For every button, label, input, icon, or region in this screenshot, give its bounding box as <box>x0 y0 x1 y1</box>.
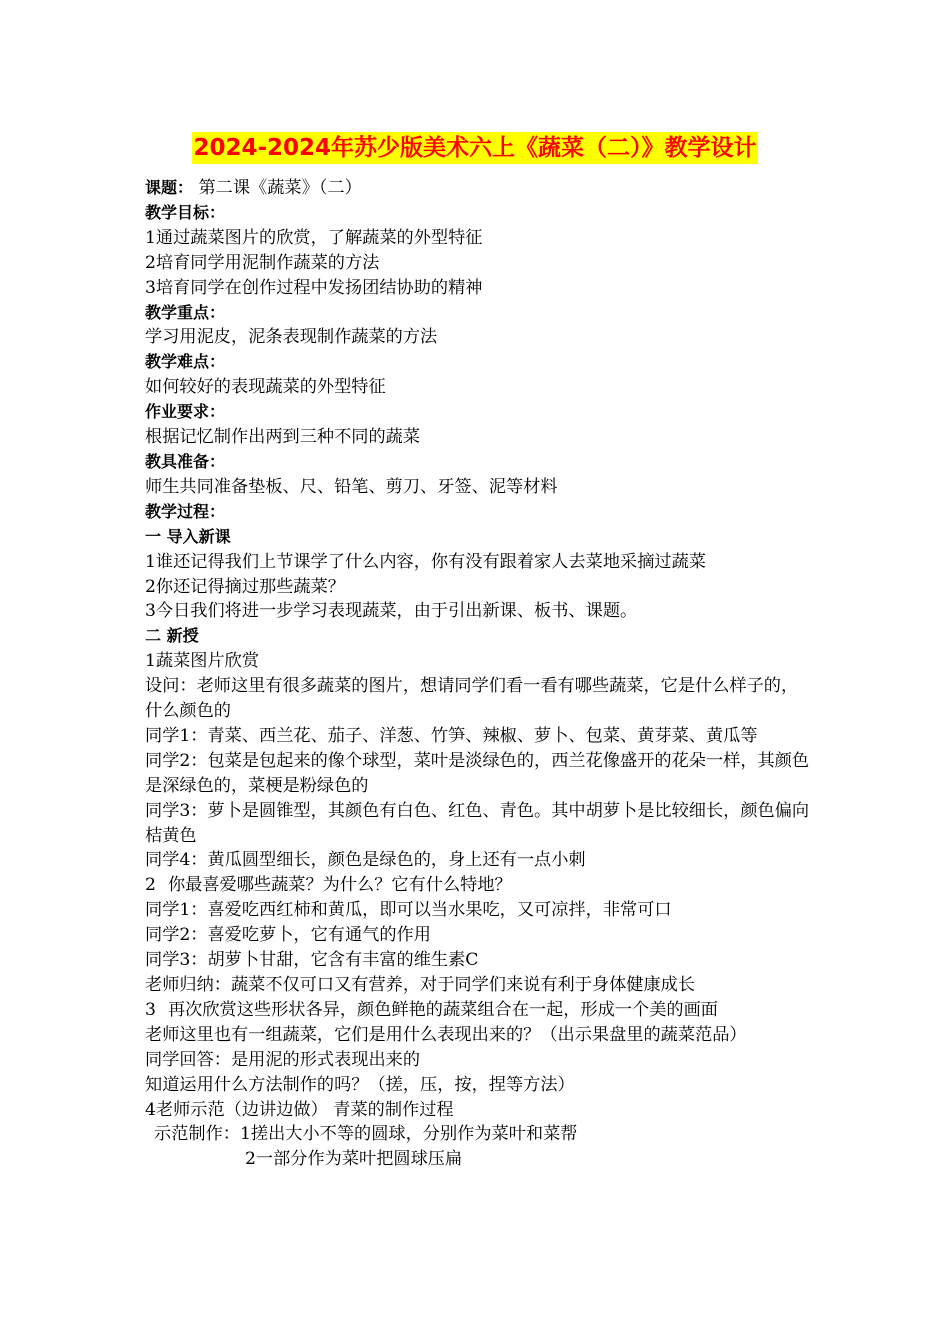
title-container <box>0 132 950 164</box>
part2-heading: 二 新授 <box>145 626 199 646</box>
part2-paragraph: 老师这里也有一组蔬菜，它们是用什么表现出来的？（出示果盘里的蔬菜范品） <box>145 1024 747 1045</box>
part1-item: 1谁还记得我们上节课学了什么内容，你有没有跟着家人去菜地采摘过蔬菜 <box>145 551 706 572</box>
homework-heading: 作业要求： <box>145 402 226 422</box>
lesson-value: 第二课《蔬菜》（二） <box>198 178 362 198</box>
question-3-line <box>145 998 810 1023</box>
part2-line: 同学4：黄瓜圆型细长，颜色是绿色的，身上还有一点小刺 <box>145 850 586 871</box>
goals-heading: 教学目标： <box>145 202 226 222</box>
materials-text: 师生共同准备垫板、尺、铅笔、剪刀、牙签、泥等材料 <box>145 476 558 497</box>
document-body <box>145 176 810 1172</box>
lesson-label: 课题： <box>145 178 194 197</box>
part1-heading: 一 导入新课 <box>145 526 231 546</box>
difficulties-heading: 教学难点： <box>145 352 226 372</box>
goal-item: 1通过蔬菜图片的欣赏，了解蔬菜的外型特征 <box>145 227 483 248</box>
part2-paragraph: 同学2：包菜是包起来的像个球型，菜叶是淡绿色的，西兰花像盛开的花朵一样，其颜色是深绿色的，菜梗是粉绿色的 <box>145 750 810 796</box>
part2-paragraph: 同学3：萝卜是圆锥型，其颜色有白色、红色、青色。其中胡萝卜是比较细长，颜色偏向桔黄色 <box>145 800 810 846</box>
answer-line: 同学3：胡萝卜甘甜，它含有丰富的维生素C <box>145 950 479 971</box>
summary-line: 老师归纳：蔬菜不仅可口又有营养，对于同学们来说有利于身体健康成长 <box>145 975 696 995</box>
demo-line <box>145 1122 810 1147</box>
question-2-line <box>145 873 810 898</box>
materials-heading: 教具准备： <box>145 451 226 471</box>
part2-paragraph: 同学1：青菜、西兰花、茄子、洋葱、竹笋、辣椒、萝卜、包菜、黄芽菜、黄瓜等 <box>145 725 758 746</box>
homework-text: 根据记忆制作出两到三种不同的蔬菜 <box>145 427 421 448</box>
key-points-text: 学习用泥皮，泥条表现制作蔬菜的方法 <box>145 327 438 348</box>
question-3-text: 再次欣赏这些形状各异，颜色鲜艳的蔬菜组合在一起，形成一个美的画面 <box>167 999 718 1020</box>
part2-line: 知道运用什么方法制作的吗？（搓，压，按，捏等方法） <box>145 1074 575 1095</box>
part2-line: 4老师示范（边讲边做） 青菜的制作过程 <box>145 1099 454 1120</box>
goal-item: 3培育同学在创作过程中发扬团结协助的精神 <box>145 277 483 298</box>
lesson-line <box>145 176 810 201</box>
question-2-number: 2 <box>145 875 156 896</box>
question-3-number: 3 <box>145 999 156 1020</box>
document-title: 2024-2024年苏少版美术六上《蔬菜（二）》教学设计 <box>192 132 757 164</box>
part1-item: 3今日我们将进一步学习表现蔬菜，由于引出新课、板书、课题。 <box>145 601 638 622</box>
part2-line: 同学回答：是用泥的形式表现出来的 <box>145 1049 421 1070</box>
answer-line: 同学2：喜爱吃萝卜，它有通气的作用 <box>145 925 431 946</box>
demo-label: 示范制作： <box>154 1124 240 1145</box>
process-heading: 教学过程： <box>145 501 226 521</box>
demo-step-1: 1搓出大小不等的圆球，分别作为菜叶和菜帮 <box>239 1124 578 1145</box>
part2-paragraph: 设问：老师这里有很多蔬菜的图片，想请同学们看一看有哪些蔬菜，它是什么样子的，什么颜色的 <box>145 676 799 722</box>
goal-item: 2培育同学用泥制作蔬菜的方法 <box>145 252 380 273</box>
difficulties-text: 如何较好的表现蔬菜的外型特征 <box>145 377 386 398</box>
key-points-heading: 教学重点： <box>145 302 226 322</box>
demo-step-2: 2一部分作为菜叶把圆球压扁 <box>245 1149 463 1170</box>
question-2-text: 你最喜爱哪些蔬菜？为什么？它有什么特地？ <box>167 875 512 896</box>
part1-item: 2你还记得摘过那些蔬菜？ <box>145 576 345 597</box>
answer-line: 同学1：喜爱吃西红柿和黄瓜，即可以当水果吃，又可凉拌，非常可口 <box>145 900 672 921</box>
part2-line: 1蔬菜图片欣赏 <box>145 651 260 672</box>
